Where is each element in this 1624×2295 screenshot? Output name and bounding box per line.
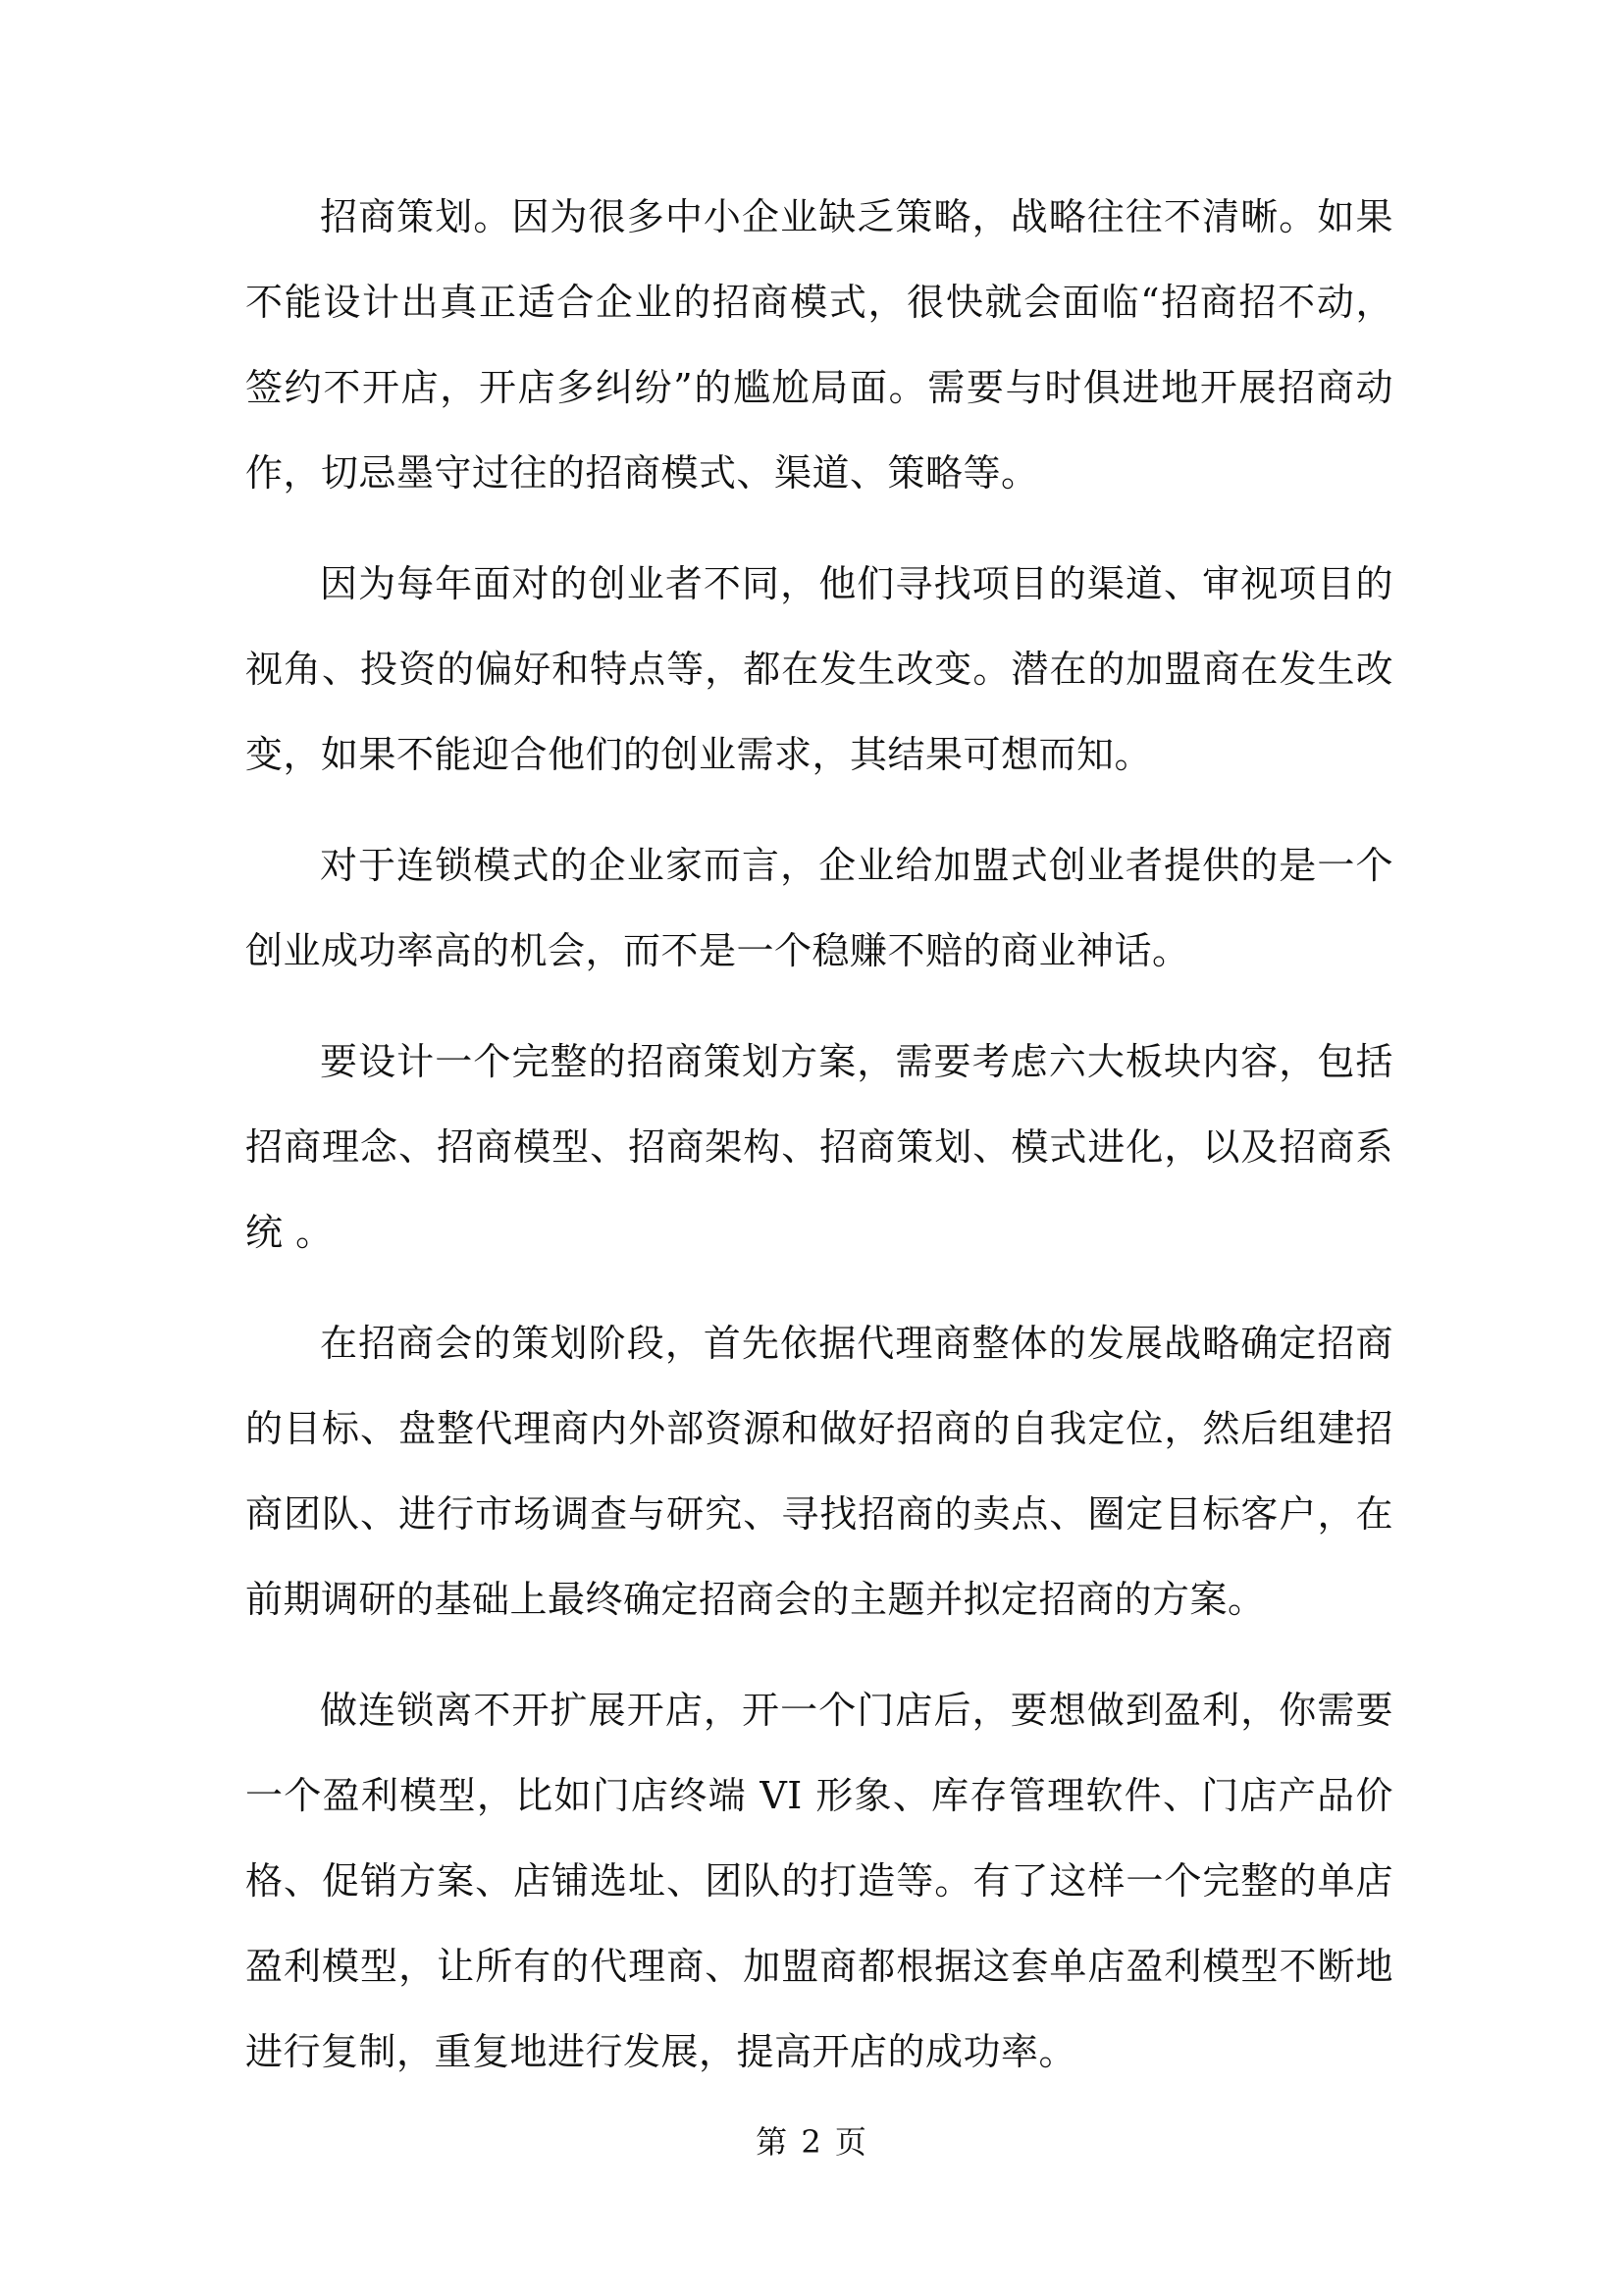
document-body — [245, 175, 1393, 2120]
paragraph: 因为每年面对的创业者不同，他们寻找项目的渠道、审视项目的视角、投资的偏好和特点等，都在发生改变。潜在的加盟商在发生改变，如果不能迎合他们的创业需求，其结果可想而知。 — [245, 562, 1393, 776]
paragraph: 做连锁离不开扩展开店，开一个门店后，要想做到盈利，你需要一个盈利模型，比如门店终端 VI 形象、库存管理软件、门店产品价格、促销方案、店铺选址、团队的打造等。有了这样一个完整的单店盈利模型，让所有的代理商、加盟商都根据这套单店盈利模型不断地进行复制，重复地进行发展，提高开店的成功率。 — [245, 1689, 1393, 2073]
paragraph: 要设计一个完整的招商策划方案，需要考虑六大板块内容，包括招商理念、招商模型、招商架构、招商策划、模式进化，以及招商系统 。 — [245, 1040, 1393, 1254]
paragraph: 在招商会的策划阶段，首先依据代理商整体的发展战略确定招商的目标、盘整代理商内外部资源和做好招商的自我定位，然后组建招商团队、进行市场调查与研究、寻找招商的卖点、圈定目标客户，在前期调研的基础上最终确定招商会的主题并拟定招商的方案。 — [245, 1322, 1393, 1621]
paragraph: 对于连锁模式的企业家而言，企业给加盟式创业者提供的是一个创业成功率高的机会，而不是一个稳赚不赔的商业神话。 — [245, 844, 1393, 972]
page-number: 第 2 页 — [756, 2123, 868, 2161]
paragraph: 招商策划。因为很多中小企业缺乏策略，战略往往不清晰。如果不能设计出真正适合企业的招商模式，很快就会面临“招商招不动，签约不开店，开店多纠纷”的尴尬局面。需要与时俱进地开展招商动作，切忌墨守过往的招商模式、渠道、策略等。 — [245, 195, 1393, 495]
